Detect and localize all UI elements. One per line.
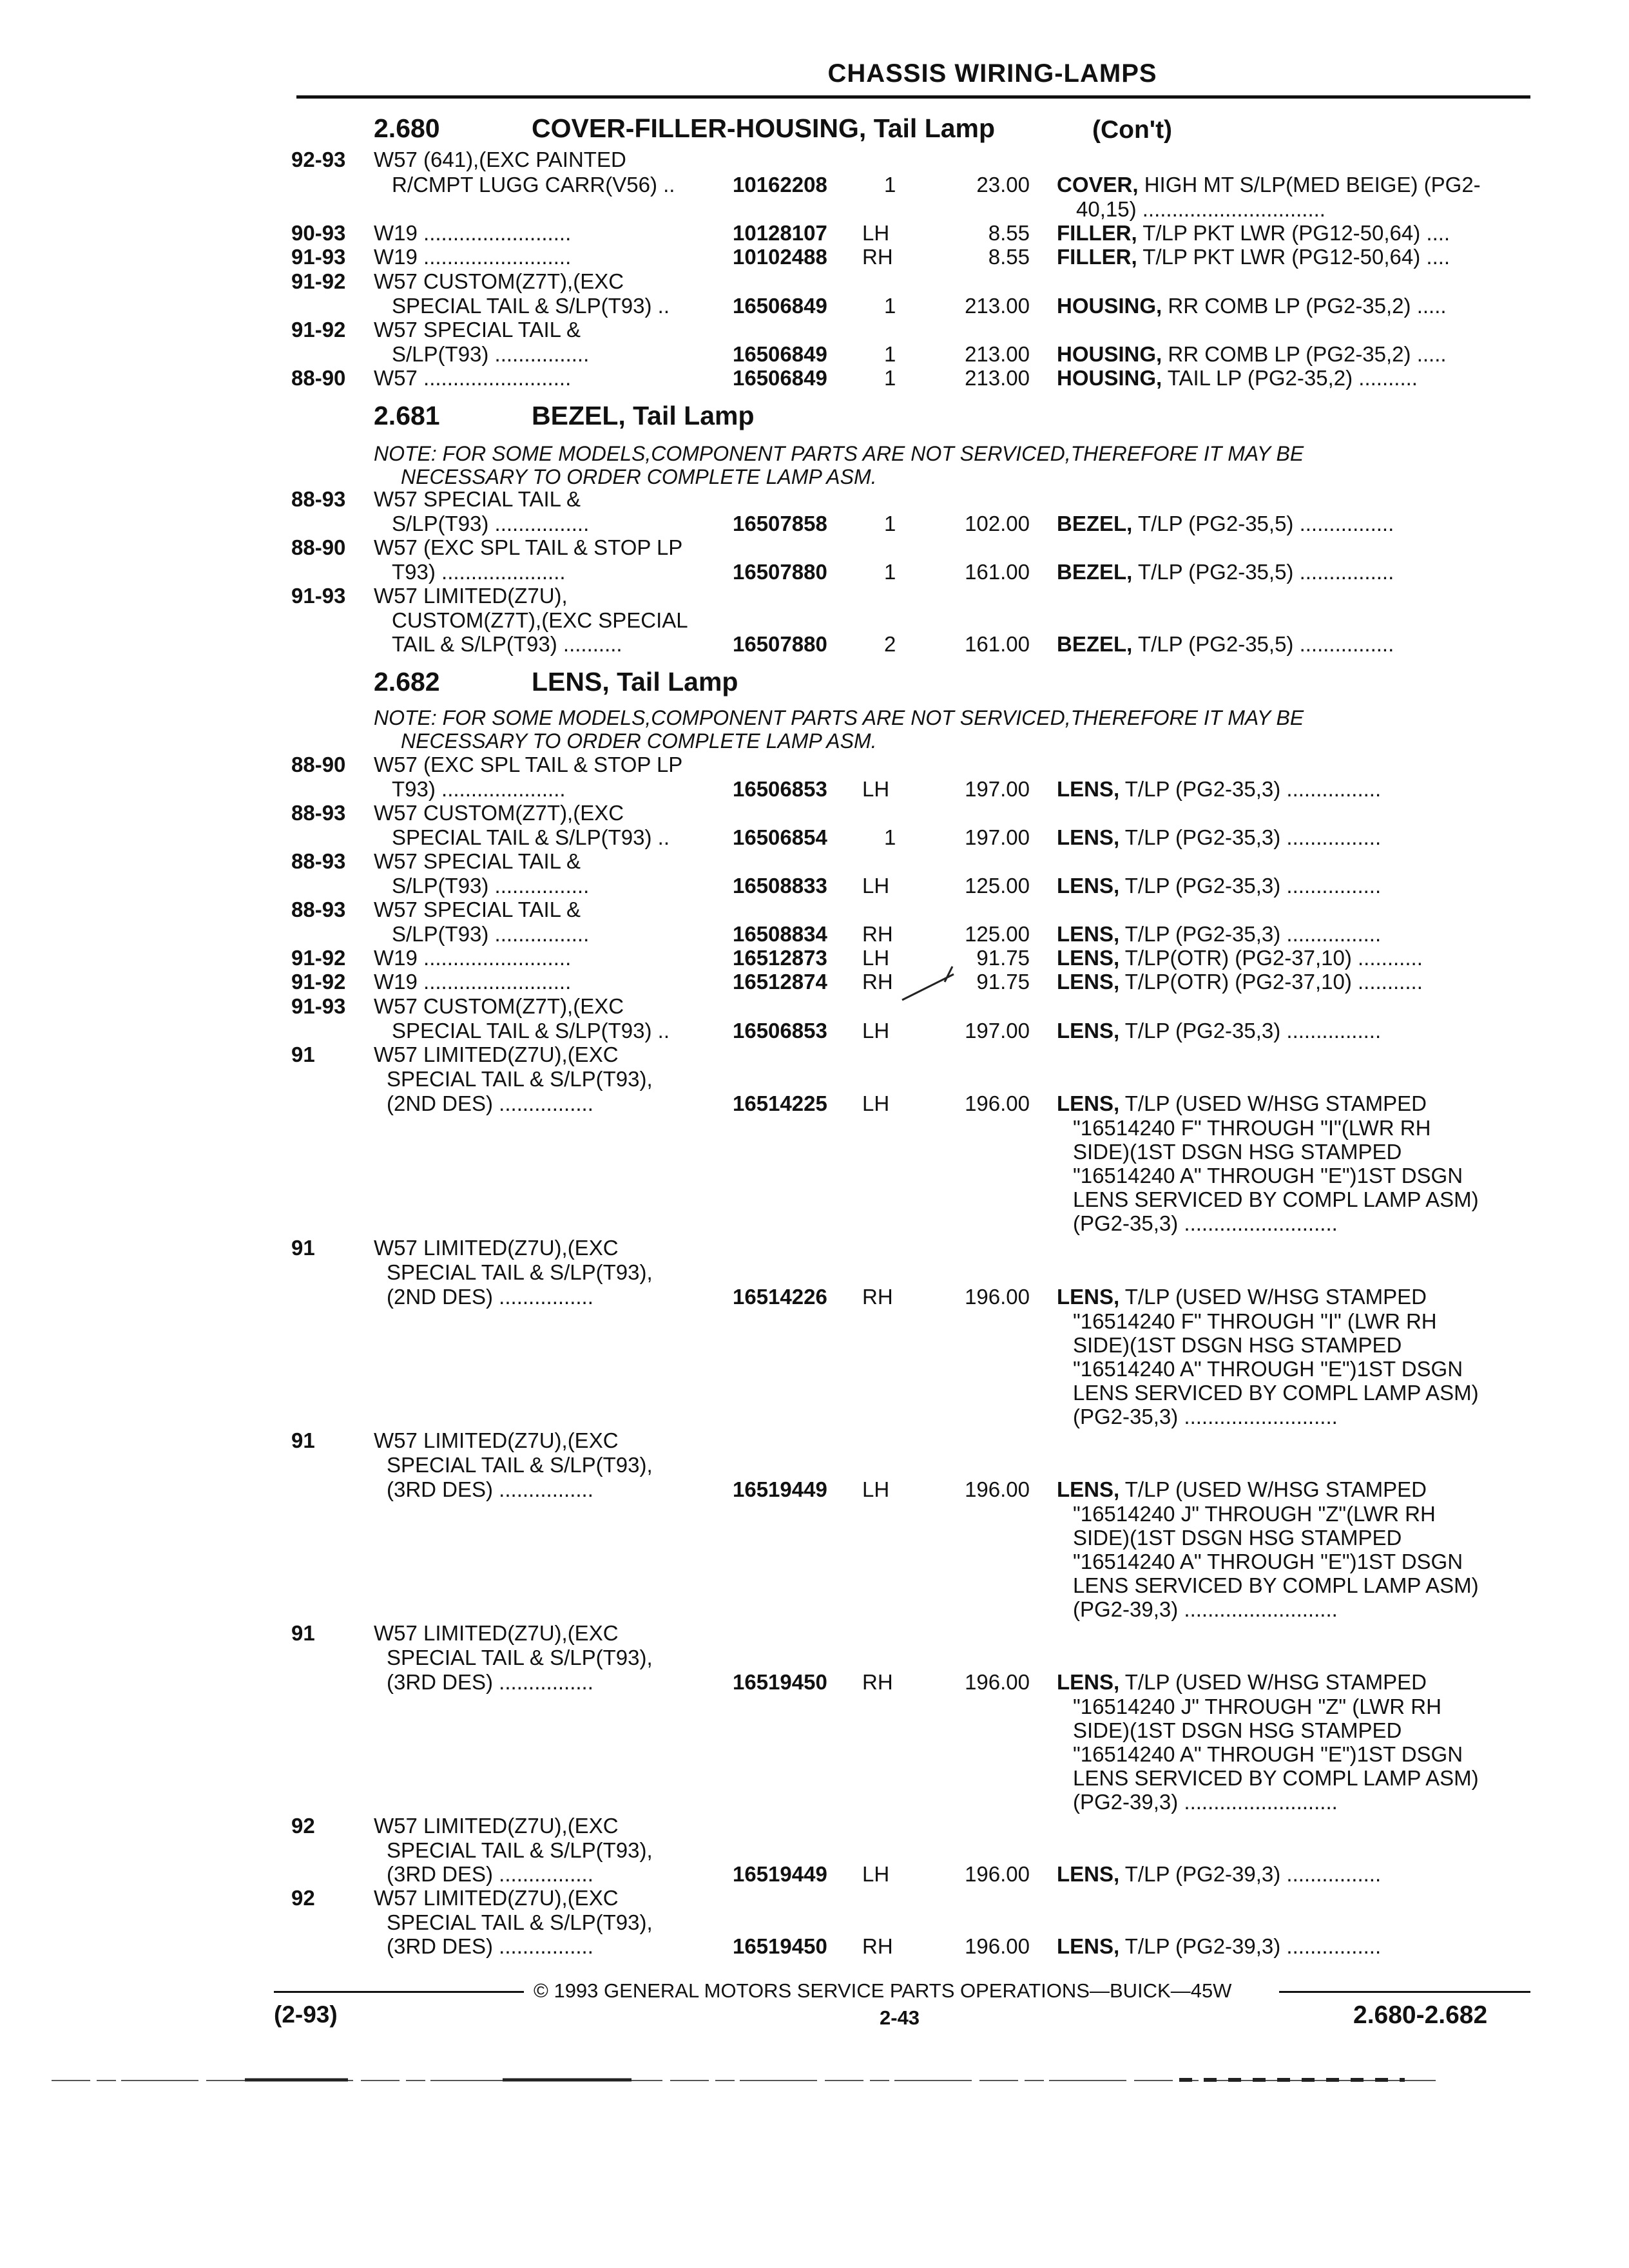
footer-section-range: 2.680-2.682 bbox=[1353, 2001, 1488, 2029]
section-cont-2680: (Con't) bbox=[1092, 116, 1173, 144]
footer-page-number: 2-43 bbox=[880, 2006, 920, 2029]
footer-date: (2-93) bbox=[274, 2001, 338, 2028]
section-title-2680: COVER-FILLER-HOUSING, Tail Lamp bbox=[532, 113, 996, 143]
scan-artifact-line bbox=[52, 2071, 1469, 2091]
handwritten-pen-mark bbox=[876, 941, 1005, 1012]
page-header-title: CHASSIS WIRING-LAMPS bbox=[827, 59, 1157, 88]
section-number-2680: 2.680 bbox=[374, 113, 440, 143]
section-title-2682: LENS, Tail Lamp bbox=[532, 667, 738, 697]
section-note-2681-cont: NECESSARY TO ORDER COMPLETE LAMP ASM. bbox=[401, 465, 877, 488]
section-number-2681: 2.681 bbox=[374, 401, 440, 430]
header-rule bbox=[296, 95, 1530, 99]
footer-rule-right bbox=[1279, 1991, 1530, 1993]
section-note-2682-cont: NECESSARY TO ORDER COMPLETE LAMP ASM. bbox=[401, 729, 877, 753]
section-number-2682: 2.682 bbox=[374, 667, 440, 697]
section-title-2681: BEZEL, Tail Lamp bbox=[532, 401, 755, 430]
copyright-line: © 1993 GENERAL MOTORS SERVICE PARTS OPERATIONS—BUICK—45W bbox=[534, 1979, 1232, 2002]
section-note-2682: NOTE: FOR SOME MODELS,COMPONENT PARTS ARE NOT SERVICED,THEREFORE IT MAY BE bbox=[374, 706, 1304, 729]
section-note-2681: NOTE: FOR SOME MODELS,COMPONENT PARTS ARE NOT SERVICED,THEREFORE IT MAY BE bbox=[374, 442, 1304, 465]
footer-rule-left bbox=[274, 1991, 524, 1993]
parts-catalog-page: CHASSIS WIRING-LAMPS 2.680 COVER-FILLER-HOUSING, Tail Lamp (Con't) 92-93 W57 (641),(EXC PAINTED R/CMPT LUGG CARR(V56) .. 10162208 1 23.00 COVER, HIGH MT S/LP(MED BEIGE) (PG2- 40,15) ............................... 90-93 W19 ......................... 10128107 LH 8.55 FILLER, T/LP PKT LWR (PG12-50,64) .... 91-93 W19 ......................... 10102488 RH 8.55 FILLER, T/LP PKT LWR (PG12-50,64) .... 91-92 W57 CUSTOM(Z7T),(EXC SPECIAL TAIL & S/LP(T93) .. 16506849 1 213.00 HOUSING, RR COMB LP (PG2-35,2) ..... 91-92 W57 SPECIAL TAIL & S/LP(T93) ................ 16506849 1 213.00 HOUSING, RR COMB LP (PG2-35,2) ..... 88-90 W57 ......................... 16506849 1 213.00 HOUSING, TAIL LP (PG2-35,2) .......... 2.681 BEZEL, Tail Lamp NOTE: FOR SOME MODELS,COMPONENT PARTS ARE NOT SERVICED,THEREFORE IT MAY BE NECESSARY TO ORDER COMPLETE LAMP ASM. 88-93 W57 SPECIAL TAIL & S/LP(T93) ................ 16507858 1 102.00 BEZEL, T/LP (PG2-35,5) ................ 88-90 W57 (EXC SPL TAIL & STOP LP T93) ..................... 16507880 1 161.00 BEZEL, T/LP (PG2-35,5) ................ 91-93 W57 LIMITED(Z7U), CUSTOM(Z7T),(EXC SPECIAL TAIL & S/LP(T93) .......... 16507880 2 161.00 BEZEL, T/LP (PG2-35,5) ................ 2.682 LENS, Tail Lamp NOTE: FOR SOME MODELS,COMPONENT PARTS ARE NOT SERVICED,THEREFORE IT MAY BE NECESSARY TO ORDER COMPLETE LAMP ASM. 88-90 W57 (EXC SPL TAIL & STOP LP T93) ..................... 16506853 LH 197.00 LENS, T/LP (PG2-35,3) ................ 88-93 W57 CUSTOM(Z7T),(EXC SPECIAL TAIL & S/LP(T93) .. 16506854 1 197.00 LENS, T/LP (PG2-35,3) ................ 88-93 W57 SPECIAL TAIL & S/LP(T93) ................ 16508833 LH 125.00 LENS, T/LP (PG2-35,3) ................ 88-93 W57 SPECIAL TAIL & S/LP(T93) ................ 16508834 RH 125.00 LENS, T/LP (PG2-35,3) ................ 91-92 W19 ......................... 16512873 LH 91.75 LENS, T/LP(OTR) (PG2-37,10) ........... 91-92 W19 ......................... 16512874 RH 91.75 LENS, T/LP(OTR) (PG2-37,10) ........... 91-93 W57 CUSTOM(Z7T),(EXC SPECIAL TAIL & S/LP(T93) .. 16506853 LH 197.00 LENS, T/LP (PG2-35,3) ................ 91 W57 LIMITED(Z7U),(EXC SPECIAL TAIL & S/LP(T93), (2ND DES) ................ 16514225 LH 196.00 LENS, T/LP (USED W/HSG STAMPED "16514240 F" THROUGH "I"(LWR RH SIDE)(1ST DSGN HSG STAMPED "16514240 A" THROUGH "E")1ST DSGN LENS SERVICED BY COMPL LAMP ASM) (PG2-35,3) .......................... 91 W57 LIMITED(Z7U),(EXC SPECIAL TAIL & S/LP(T93), (2ND DES) ................ 16514226 RH 196.00 LENS, T/LP (USED W/HSG STAMPED "16514240 F" THROUGH "I" (LWR RH SIDE)(1ST DSGN HSG STAMPED "16514240 A" THROUGH "E")1ST DSGN LENS SERVICED BY COMPL LAMP ASM) (PG2-35,3) .......................... 91 W57 LIMITED(Z7U),(EXC SPECIAL TAIL & S/LP(T93), (3RD DES) ................ 16519449 LH 196.00 LENS, T/LP (USED W/HSG STAMPED "16514240 J" THROUGH "Z"(LWR RH SIDE)(1ST DSGN HSG STAMPED "16514240 A" THROUGH "E")1ST DSGN LENS SERVICED BY COMPL LAMP ASM) (PG2-39,3) .......................... 91 W57 LIMITED(Z7U),(EXC SPECIAL TAIL & S/LP(T93), (3RD DES) ................ 16519450 RH 196.00 LENS, T/LP (USED W/HSG STAMPED "16514240 J" THROUGH "Z" (LWR RH SIDE)(1ST DSGN HSG STAMPED "16514240 A" THROUGH "E")1ST DSGN LENS SERVICED BY COMPL LAMP ASM) (PG2-39,3) .......................... 92 W57 LIMITED(Z7U),(EXC SPECIAL TAIL & S/LP(T93), (3RD DES) ................ 16519449 LH 196.00 LENS, T/LP (PG2-39,3) ................ 92 W57 LIMITED(Z7U),(EXC SPECIAL TAIL & S/LP(T93), (3RD DES) ................ 16519450 RH 196.00 LENS, T/LP (PG2-39,3) ................ © 1993 GENERAL MOTORS SERVICE PARTS OPERATIONS—BUICK—45W (2-93) 2-43 2.680-2.682 bbox=[0, 0, 1629, 2268]
